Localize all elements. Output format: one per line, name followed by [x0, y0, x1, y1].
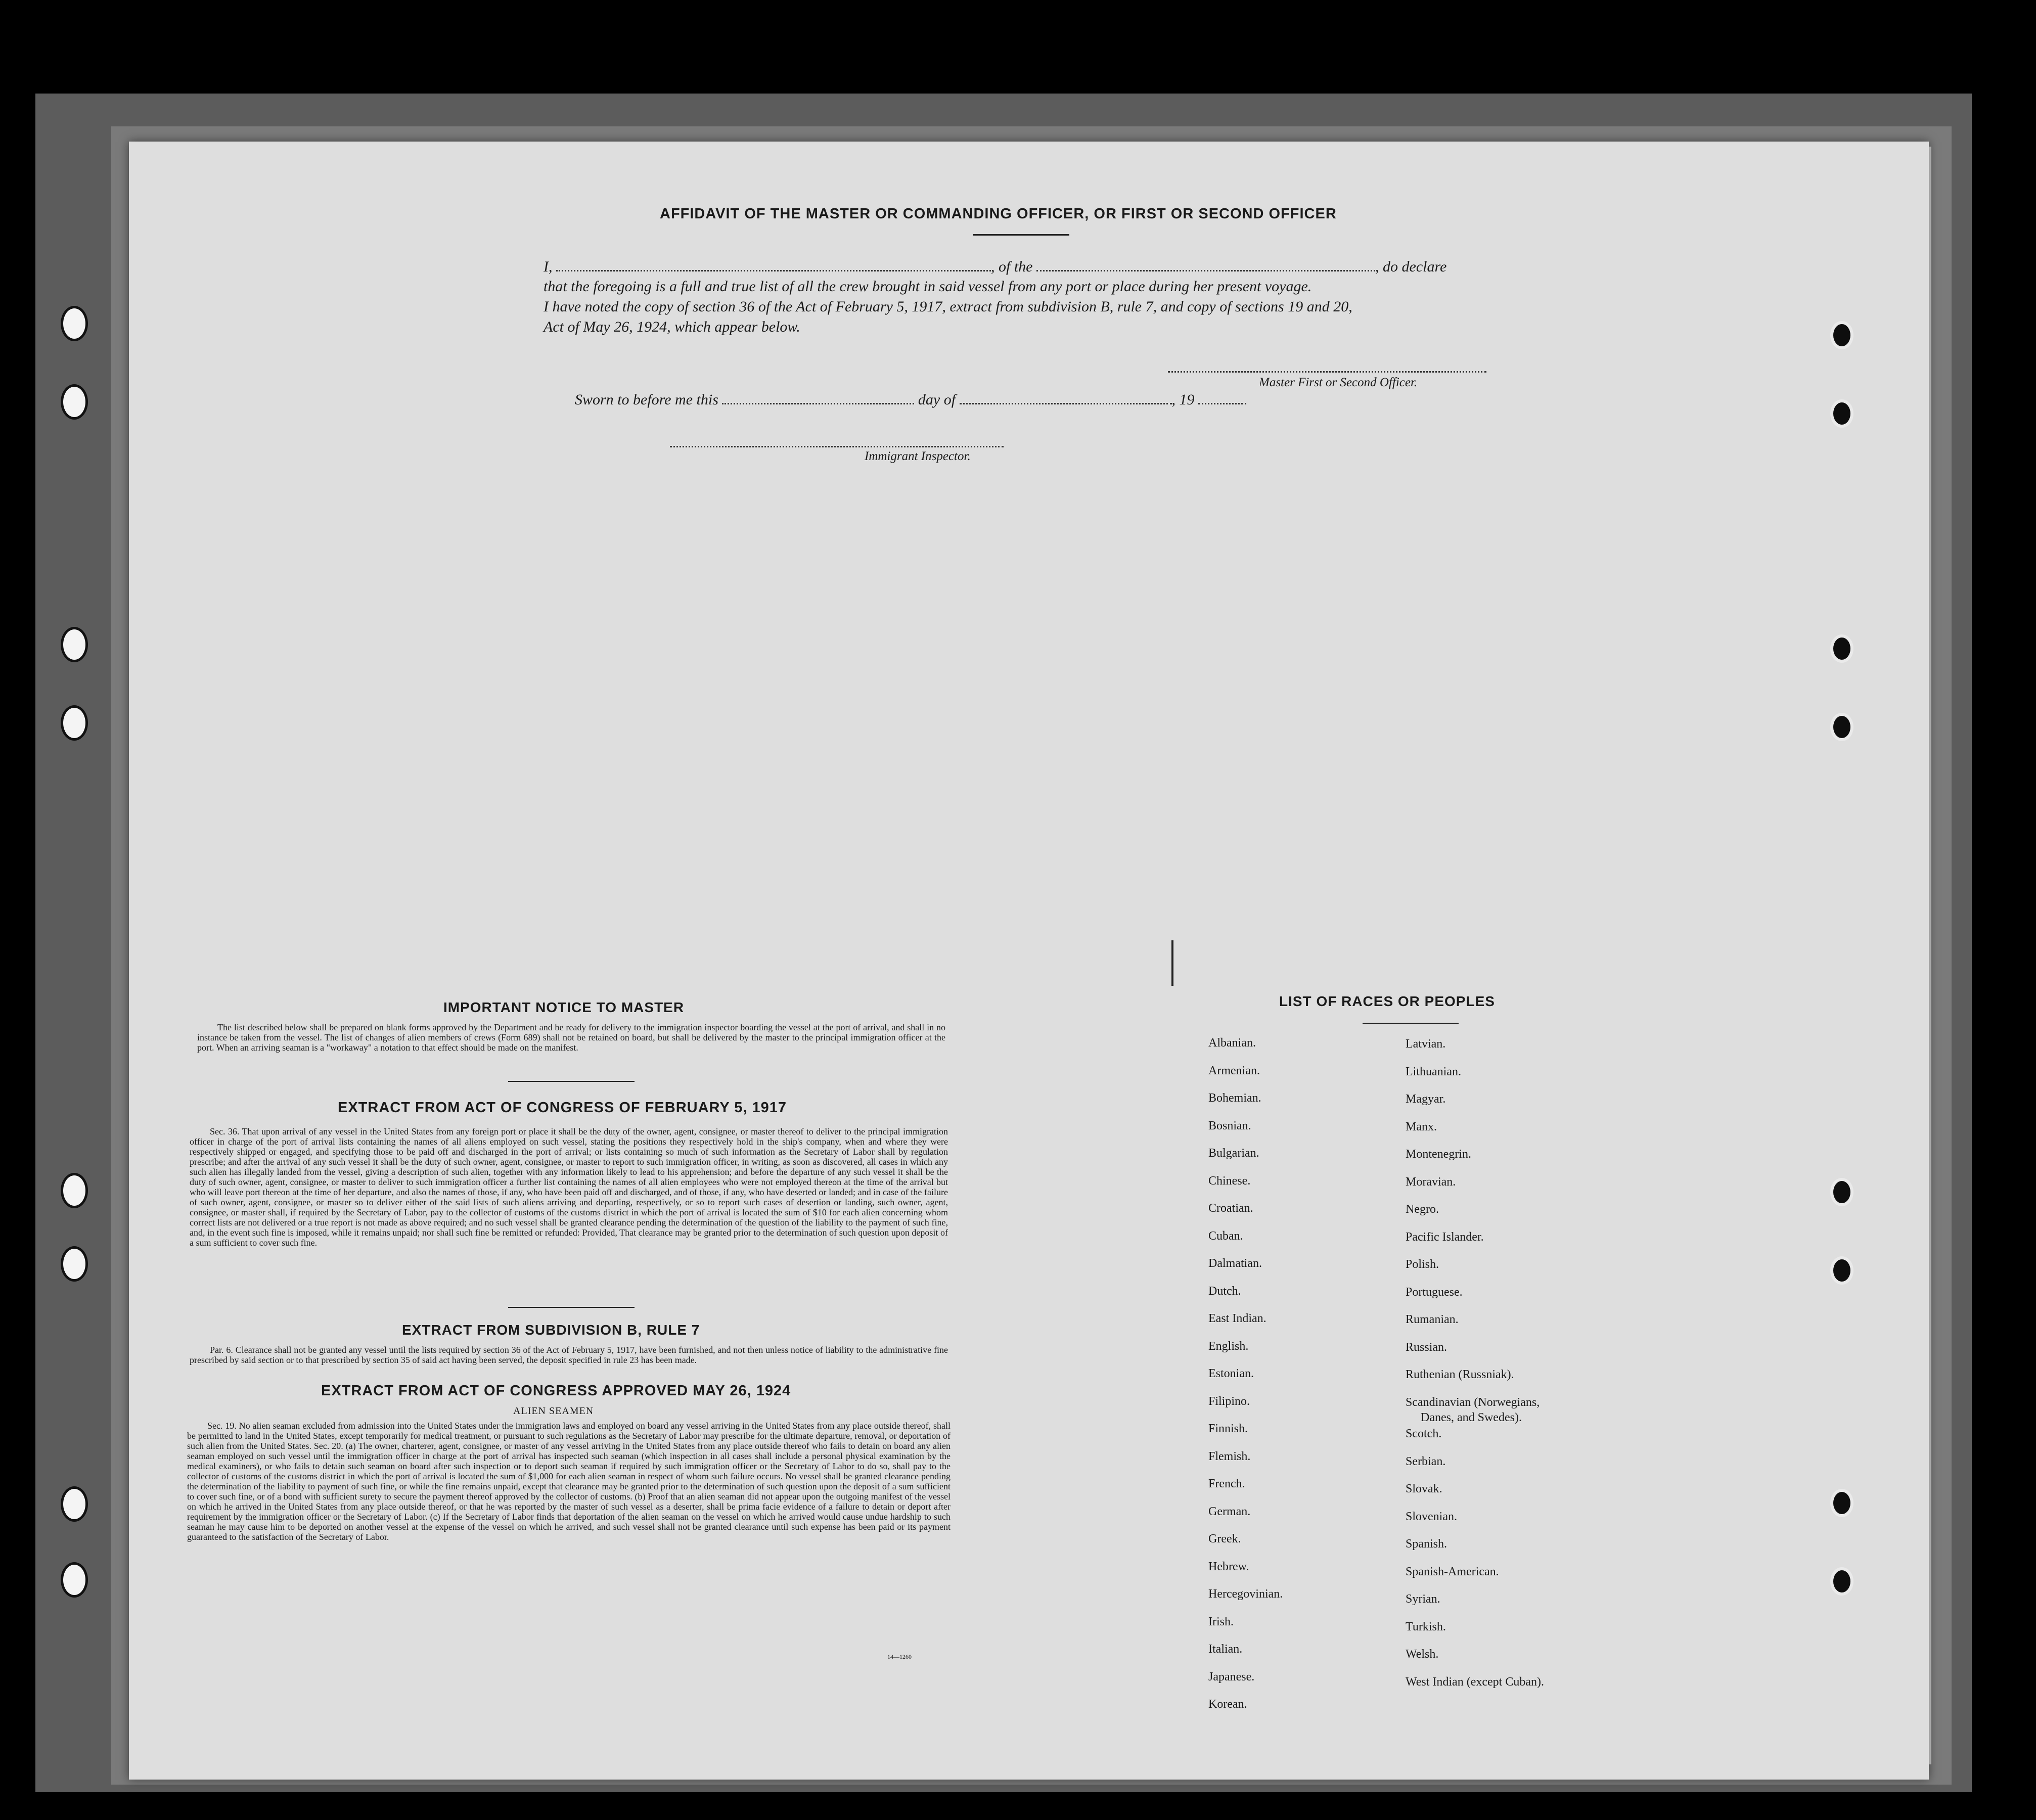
race-item: Syrian. — [1406, 1592, 1440, 1606]
race-item: Russian. — [1406, 1340, 1447, 1354]
punch-hole-icon — [1830, 1178, 1853, 1206]
race-item: Spanish. — [1406, 1537, 1447, 1551]
binder-hole-icon — [61, 384, 88, 420]
affidavit-title: AFFIDAVIT OF THE MASTER OR COMMANDING OFFICER, OR FIRST OR SECOND OFFICER — [660, 206, 1337, 222]
race-item: Albanian. — [1208, 1036, 1256, 1050]
sworn-year-prefix: , 19 — [1171, 391, 1195, 408]
race-item: Estonian. — [1208, 1367, 1254, 1380]
crew-list-back-page — [129, 142, 1929, 1780]
punch-hole-icon — [1830, 713, 1853, 741]
race-item: Hercegovinian. — [1208, 1587, 1283, 1601]
master-signature-label: Master First or Second Officer. — [1259, 376, 1418, 389]
binder-hole-icon — [61, 306, 88, 341]
race-item: Danes, and Swedes). — [1421, 1410, 1522, 1424]
sworn-day-field[interactable] — [722, 391, 914, 404]
master-signature-line[interactable] — [1168, 370, 1486, 373]
race-item: East Indian. — [1208, 1312, 1266, 1325]
form-number: 14—1260 — [887, 1653, 912, 1660]
punch-hole-icon — [1830, 634, 1853, 663]
race-item: Finnish. — [1208, 1422, 1248, 1435]
extract-1917-title: EXTRACT FROM ACT OF CONGRESS OF FEBRUARY 5, 1917 — [338, 1100, 787, 1116]
race-item: Pacific Islander. — [1406, 1230, 1484, 1244]
binder-hole-icon — [61, 1246, 88, 1282]
race-item: Flemish. — [1208, 1449, 1251, 1463]
race-item: Chinese. — [1208, 1174, 1251, 1188]
extract-1917-rule — [508, 1307, 635, 1308]
race-item: Slovenian. — [1406, 1510, 1457, 1523]
affidavit-line-3: I have noted the copy of section 36 of the Act of February 5, 1917, extract from subdivision B, rule 7, and copy of sections 19 and 20, — [544, 298, 1352, 315]
race-item: Manx. — [1406, 1120, 1437, 1133]
sworn-year-field[interactable] — [1198, 391, 1246, 404]
race-item: Bulgarian. — [1208, 1147, 1259, 1160]
race-item: Italian. — [1208, 1643, 1243, 1656]
race-item: Bosnian. — [1208, 1119, 1251, 1132]
race-item: Polish. — [1406, 1258, 1439, 1271]
extract-1924-text: Sec. 19. No alien seaman excluded from admission into the United States under the immigration laws and employed on board any vessel arriving in the United States from any place outside thereof, shall be permitted to land in the United States, except temporarily for medical treatment, or pursuant to such regulations as the Secretary of Labor may prescribe for the ultimate departure, removal, or deportation of such alien from the United States. Sec. 20. (a) The owner, charterer, agent, consignee, or master of any vessel arriving in the United States from any place outside thereof who fails to detain on board any alien seaman employed on such vessel until the immigration officer in charge at the port of arrival has inspected such seaman (which inspection in all cases shall include a personal physical examination by the medical examiners), or who fails to detain such seaman on board after such inspection or to deport such seaman if required by such immigration officer or the Secretary of Labor to do so, shall pay to the collector of customs of the customs district in which the port of arrival is located the sum of $1,000 for each alien seaman in respect of whom such failure occurs. No vessel shall be granted clearance pending the determination of the liability to payment of such fine, or while the fine remains unpaid, except that clearance may be granted prior to the determination of such question upon the deposit of a sum sufficient to cover such fine, or of a bond with sufficient surety to secure the payment thereof approved by the collector of customs. (b) Proof that an alien seaman did not appear upon the outgoing manifest of the vessel on which he arrived in the United States from any place outside thereof, or that he was reported by the master of such vessel as a deserter, shall be prima facie evidence of a failure to detain or deport after requirement by the immigration officer or the Secretary of Labor. (c) If the Secretary of Labor finds that deportation of the alien seaman on the vessel on which he arrived would cause undue hardship to such seaman he may cause him to be deported on another vessel at the expense of the vessel on which he arrived, and such vessel shall not be granted clearance until such expense has been paid or its payment guaranteed to the satisfaction of the Secretary of Labor. — [187, 1421, 951, 1542]
punch-hole-icon — [1830, 1489, 1853, 1517]
sworn-line — [575, 391, 1246, 408]
race-item: West Indian (except Cuban). — [1406, 1675, 1544, 1689]
race-item: Filipino. — [1208, 1394, 1250, 1408]
race-item: Dutch. — [1208, 1284, 1241, 1298]
extract-rule7-text: Par. 6. Clearance shall not be granted any vessel until the lists required by section 36 of the Act of February 5, 1917, have been furnished, and not then unless notice of liability to the administrative fine prescribed by said section or to that prescribed by section 35 of said act having been served, the deposit specified in rule 23 has been made. — [190, 1345, 948, 1365]
race-item: Croatian. — [1208, 1202, 1253, 1215]
extract-1924-title: EXTRACT FROM ACT OF CONGRESS APPROVED MAY 26, 1924 — [321, 1383, 791, 1399]
sworn-day-of: day of — [918, 391, 956, 408]
notice-title: IMPORTANT NOTICE TO MASTER — [443, 999, 685, 1015]
inspector-label: Immigrant Inspector. — [865, 449, 971, 463]
race-item: Cuban. — [1208, 1229, 1243, 1243]
race-item: German. — [1208, 1505, 1251, 1518]
center-mark — [1171, 940, 1173, 986]
race-item: Korean. — [1208, 1698, 1247, 1711]
punch-hole-icon — [1830, 1567, 1853, 1596]
affidavit-i: I, — [544, 258, 553, 275]
races-title: LIST OF RACES OR PEOPLES — [1279, 993, 1495, 1009]
notice-text: The list described below shall be prepared on blank forms approved by the Department and be ready for delivery to the immigration inspector boarding the vessel at the port of arrival, and shall in no instance be taken from the vessel. The list of changes of alien members of crews (Form 689) shall not be retained on board, but shall be delivered by the master to the principal immigration officer at the port. When an arriving seaman is a "workaway" a notation to that effect should be made on the manifest. — [197, 1022, 945, 1053]
affidavit-line-1 — [544, 258, 1446, 276]
races-rule — [1363, 1023, 1459, 1024]
sworn-month-field[interactable] — [960, 391, 1172, 404]
race-item: Serbian. — [1406, 1454, 1446, 1468]
extract-1924-subtitle: ALIEN SEAMEN — [513, 1405, 594, 1417]
extract-1917-text: Sec. 36. That upon arrival of any vessel in the United States from any foreign port or place it shall be the duty of the owner, agent, consignee, or master thereof to deliver to the principal immigration officer in charge of the port of arrival lists containing the names of all aliens employed on such vessel, stating the positions they respectively hold in the ship's company, when and where they were respectively shipped or engaged, and specifying those to be paid off and discharged in the port of arrival; or lists containing so much of such information as the Secretary of Labor shall by regulation prescribe; and after the arrival of any such vessel it shall be the duty of such owner, agent, consignee, or master to report to such immigration officer, in writing, as soon as discovered, all cases in which any such alien has illegally landed from the vessel, giving a description of such alien, together with any information likely to lead to his apprehension; and before the departure of any such vessel it shall be the duty of such owner, agent, consignee, or master to deliver to such immigration officer a further list containing the names of all alien employees who were not employed thereon at the time of the arrival but who will leave port thereon at the time of her departure, and also the names of those, if any, who have been paid off and discharged, and of those, if any, who have deserted or landed; and in case of the failure of such owner, agent, consignee, or master so to deliver either of the said lists of such aliens arriving and departing, respectively, or so to report such cases of desertion or landing, such owner, agent, consignee, or master shall, if required by the Secretary of Labor, pay to the collector of customs of the customs district in which the port of arrival is located the sum of $10 for each alien concerning whom correct lists are not delivered or a true report is not made as above required; and no such vessel shall be granted clearance pending the determination of the question of the liability to the payment of such fine, and, in the event such fine is imposed, while it remains unpaid; nor shall such fine be remitted or refunded: Provided, That clearance may be granted prior to the determination of such question upon deposit of a sum sufficient to cover such fine. — [190, 1126, 948, 1248]
race-item: Slovak. — [1406, 1482, 1442, 1495]
race-item: Hebrew. — [1208, 1560, 1249, 1573]
extract-rule7-title: EXTRACT FROM SUBDIVISION B, RULE 7 — [402, 1322, 700, 1338]
race-item: Greek. — [1208, 1532, 1241, 1545]
race-item: Montenegrin. — [1406, 1148, 1471, 1161]
affidavit-do-declare: , do declare — [1375, 258, 1447, 275]
punch-hole-icon — [1830, 399, 1853, 428]
affidavit-line-2: that the foregoing is a full and true list of all the crew brought in said vessel from any port or place during her present voyage. — [544, 278, 1312, 295]
race-item: French. — [1208, 1477, 1245, 1490]
punch-hole-icon — [1830, 1256, 1853, 1285]
race-item: Negro. — [1406, 1203, 1439, 1216]
race-item: Moravian. — [1406, 1175, 1456, 1189]
race-item: Scandinavian (Norwegians, — [1406, 1395, 1540, 1409]
race-item: Latvian. — [1406, 1037, 1446, 1051]
race-item: Armenian. — [1208, 1064, 1260, 1077]
notice-rule — [508, 1081, 635, 1082]
binder-hole-icon — [61, 1562, 88, 1598]
binder-hole-icon — [61, 1486, 88, 1522]
race-item: Turkish. — [1406, 1620, 1446, 1633]
punch-hole-icon — [1830, 321, 1853, 349]
affidavit-title-rule — [973, 234, 1069, 236]
affidavit-of-the: , of the — [991, 258, 1033, 275]
affidavit-line-4: Act of May 26, 1924, which appear below. — [544, 318, 800, 335]
race-item: Magyar. — [1406, 1093, 1446, 1106]
race-item: Lithuanian. — [1406, 1065, 1461, 1078]
race-item: Spanish-American. — [1406, 1565, 1499, 1578]
race-item: Scotch. — [1406, 1427, 1442, 1440]
master-name-field[interactable] — [556, 258, 991, 271]
race-item: English. — [1208, 1339, 1249, 1353]
race-item: Irish. — [1208, 1615, 1234, 1628]
race-item: Portuguese. — [1406, 1285, 1463, 1299]
race-item: Ruthenian (Russniak). — [1406, 1368, 1514, 1381]
race-item: Japanese. — [1208, 1670, 1255, 1684]
inspector-signature-line[interactable] — [670, 445, 1004, 447]
binder-hole-icon — [61, 1173, 88, 1208]
vessel-name-field[interactable] — [1036, 258, 1375, 271]
binder-hole-icon — [61, 705, 88, 741]
race-item: Welsh. — [1406, 1648, 1439, 1661]
binder-hole-icon — [61, 627, 88, 662]
sworn-label: Sworn to before me this — [575, 391, 718, 408]
race-item: Dalmatian. — [1208, 1257, 1262, 1270]
race-item: Bohemian. — [1208, 1091, 1261, 1105]
race-item: Rumanian. — [1406, 1313, 1459, 1326]
